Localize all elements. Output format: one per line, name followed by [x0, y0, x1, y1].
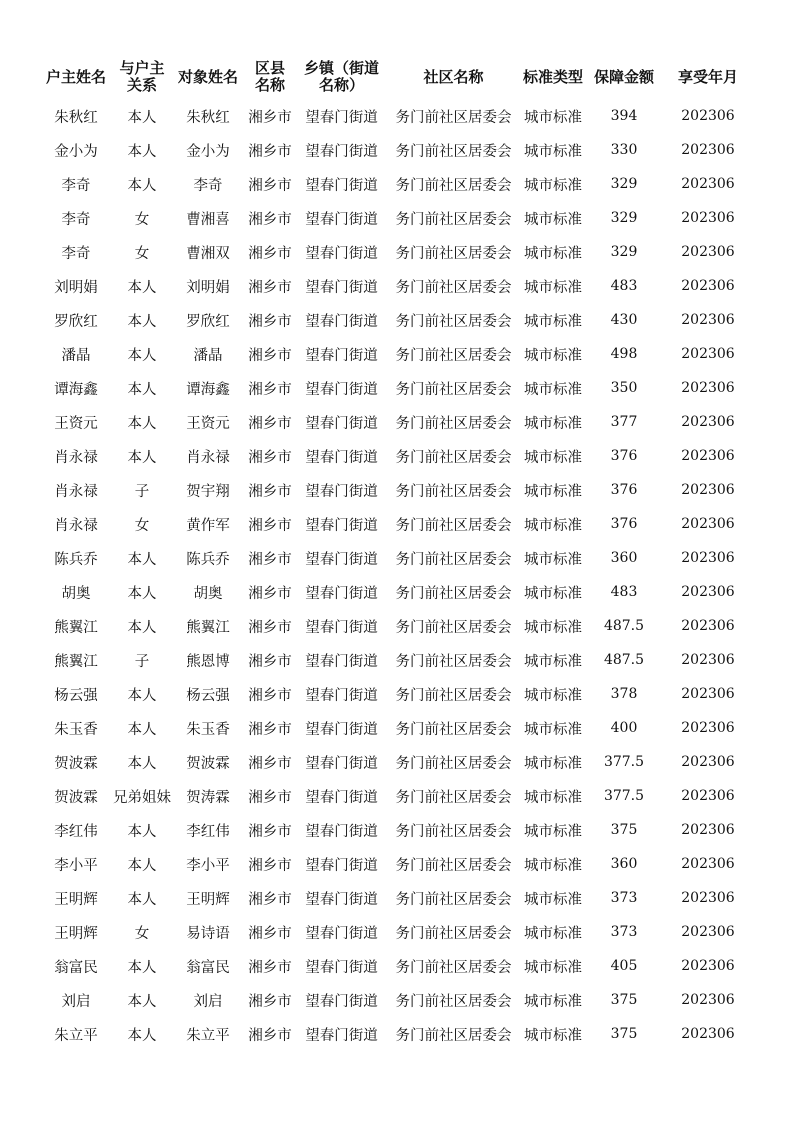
cell-householder-name: 熊翼江: [54, 653, 98, 670]
cell-county-name: 湘乡市: [248, 211, 292, 228]
cell-community-name: 务门前社区居委会: [395, 347, 512, 364]
cell-county-name: 湘乡市: [248, 177, 292, 194]
table-row: [40, 167, 754, 201]
cell-county-name: 湘乡市: [248, 415, 292, 432]
cell-community-name: 务门前社区居委会: [395, 381, 512, 398]
cell-community-name: 务门前社区居委会: [395, 653, 512, 670]
table-row: [40, 371, 754, 405]
cell-month: 202306: [681, 346, 735, 362]
cell-town-name: 望春门街道: [305, 551, 378, 568]
cell-county-name: 湘乡市: [248, 789, 292, 806]
cell-householder-name: 肖永禄: [54, 483, 98, 500]
cell-amount: 430: [610, 312, 638, 328]
cell-householder-name: 李小平: [54, 857, 98, 874]
cell-recipient-name: 李红伟: [186, 823, 230, 840]
cell-community-name: 务门前社区居委会: [395, 211, 512, 228]
cell-month: 202306: [681, 788, 735, 804]
cell-month: 202306: [681, 142, 735, 158]
cell-community-name: 务门前社区居委会: [395, 891, 512, 908]
cell-standard-type: 城市标准: [524, 245, 582, 262]
table-row: [40, 609, 754, 643]
cell-relationship: 女: [134, 517, 150, 534]
cell-month: 202306: [681, 584, 735, 600]
cell-month: 202306: [681, 108, 735, 124]
cell-recipient-name: 曹湘喜: [186, 211, 230, 228]
cell-recipient-name: 曹湘双: [186, 245, 230, 262]
cell-community-name: 务门前社区居委会: [395, 279, 512, 296]
cell-relationship: 本人: [127, 823, 157, 840]
cell-month: 202306: [681, 1026, 735, 1042]
cell-town-name: 望春门街道: [305, 585, 378, 602]
cell-recipient-name: 朱秋红: [186, 109, 230, 126]
cell-standard-type: 城市标准: [524, 993, 582, 1010]
cell-recipient-name: 刘明娟: [186, 279, 230, 296]
cell-relationship: 子: [134, 483, 150, 500]
cell-householder-name: 李红伟: [54, 823, 98, 840]
cell-town-name: 望春门街道: [305, 1027, 378, 1044]
cell-relationship: 本人: [127, 721, 157, 738]
cell-standard-type: 城市标准: [524, 959, 582, 976]
table-row: [40, 337, 754, 371]
table-row: [40, 1017, 754, 1051]
cell-county-name: 湘乡市: [248, 755, 292, 772]
cell-community-name: 务门前社区居委会: [395, 789, 512, 806]
cell-householder-name: 陈兵乔: [54, 551, 98, 568]
cell-county-name: 湘乡市: [248, 109, 292, 126]
cell-recipient-name: 朱玉香: [186, 721, 230, 738]
cell-amount: 498: [610, 346, 638, 362]
cell-community-name: 务门前社区居委会: [395, 687, 512, 704]
table-row: [40, 745, 754, 779]
cell-recipient-name: 王资元: [186, 415, 230, 432]
cell-relationship: 本人: [127, 959, 157, 976]
cell-householder-name: 王明辉: [54, 925, 98, 942]
cell-month: 202306: [681, 856, 735, 872]
cell-county-name: 湘乡市: [248, 585, 292, 602]
cell-month: 202306: [681, 720, 735, 736]
cell-community-name: 务门前社区居委会: [395, 517, 512, 534]
cell-householder-name: 贺波霖: [54, 789, 98, 806]
cell-standard-type: 城市标准: [524, 313, 582, 330]
cell-amount: 360: [610, 856, 638, 872]
cell-standard-type: 城市标准: [524, 279, 582, 296]
cell-recipient-name: 黄作军: [186, 517, 230, 534]
cell-town-name: 望春门街道: [305, 245, 378, 262]
cell-amount: 487.5: [603, 618, 645, 634]
header-householder-name: 户主姓名: [45, 67, 106, 86]
cell-amount: 400: [610, 720, 638, 736]
cell-householder-name: 翁富民: [54, 959, 98, 976]
cell-relationship: 本人: [127, 381, 157, 398]
cell-recipient-name: 熊翼江: [186, 619, 230, 636]
cell-month: 202306: [681, 516, 735, 532]
cell-relationship: 子: [134, 653, 150, 670]
cell-standard-type: 城市标准: [524, 143, 582, 160]
document-page: [40, 55, 754, 1051]
cell-householder-name: 王资元: [54, 415, 98, 432]
cell-recipient-name: 翁富民: [186, 959, 230, 976]
cell-standard-type: 城市标准: [524, 687, 582, 704]
cell-town-name: 望春门街道: [305, 653, 378, 670]
cell-relationship: 本人: [127, 687, 157, 704]
cell-county-name: 湘乡市: [248, 381, 292, 398]
cell-amount: 376: [610, 516, 638, 532]
cell-relationship: 本人: [127, 177, 157, 194]
cell-householder-name: 李奇: [61, 177, 91, 194]
cell-community-name: 务门前社区居委会: [395, 415, 512, 432]
table-row: [40, 677, 754, 711]
cell-amount: 377.5: [603, 788, 645, 804]
cell-town-name: 望春门街道: [305, 449, 378, 466]
table-row: [40, 235, 754, 269]
cell-householder-name: 贺波霖: [54, 755, 98, 772]
table-row: [40, 847, 754, 881]
cell-county-name: 湘乡市: [248, 517, 292, 534]
cell-community-name: 务门前社区居委会: [395, 755, 512, 772]
cell-month: 202306: [681, 754, 735, 770]
cell-recipient-name: 李奇: [193, 177, 223, 194]
cell-community-name: 务门前社区居委会: [395, 823, 512, 840]
cell-community-name: 务门前社区居委会: [395, 177, 512, 194]
cell-month: 202306: [681, 448, 735, 464]
cell-amount: 329: [610, 176, 638, 192]
cell-householder-name: 金小为: [54, 143, 98, 160]
header-amount: 保障金额: [593, 67, 654, 86]
cell-amount: 483: [610, 278, 638, 294]
cell-relationship: 兄弟姐妹: [113, 789, 171, 806]
cell-county-name: 湘乡市: [248, 823, 292, 840]
cell-amount: 376: [610, 448, 638, 464]
cell-householder-name: 朱立平: [54, 1027, 98, 1044]
cell-community-name: 务门前社区居委会: [395, 483, 512, 500]
cell-month: 202306: [681, 992, 735, 1008]
cell-community-name: 务门前社区居委会: [395, 721, 512, 738]
table-row: [40, 643, 754, 677]
cell-month: 202306: [681, 210, 735, 226]
cell-relationship: 本人: [127, 857, 157, 874]
cell-householder-name: 胡奥: [61, 585, 91, 602]
cell-standard-type: 城市标准: [524, 1027, 582, 1044]
table-row: [40, 439, 754, 473]
table-row: [40, 881, 754, 915]
cell-month: 202306: [681, 278, 735, 294]
table-row: [40, 541, 754, 575]
cell-householder-name: 朱秋红: [54, 109, 98, 126]
table-row: [40, 405, 754, 439]
cell-community-name: 务门前社区居委会: [395, 619, 512, 636]
cell-town-name: 望春门街道: [305, 517, 378, 534]
cell-community-name: 务门前社区居委会: [395, 109, 512, 126]
cell-relationship: 女: [134, 925, 150, 942]
cell-town-name: 望春门街道: [305, 857, 378, 874]
cell-county-name: 湘乡市: [248, 619, 292, 636]
cell-month: 202306: [681, 244, 735, 260]
cell-county-name: 湘乡市: [248, 721, 292, 738]
cell-town-name: 望春门街道: [305, 483, 378, 500]
cell-town-name: 望春门街道: [305, 789, 378, 806]
cell-amount: 376: [610, 482, 638, 498]
cell-recipient-name: 贺波霖: [186, 755, 230, 772]
cell-householder-name: 杨云强: [54, 687, 98, 704]
cell-county-name: 湘乡市: [248, 551, 292, 568]
table-row: [40, 813, 754, 847]
cell-amount: 329: [610, 210, 638, 226]
cell-householder-name: 刘启: [61, 993, 91, 1010]
cell-recipient-name: 李小平: [186, 857, 230, 874]
cell-standard-type: 城市标准: [524, 925, 582, 942]
cell-county-name: 湘乡市: [248, 313, 292, 330]
cell-standard-type: 城市标准: [524, 347, 582, 364]
cell-town-name: 望春门街道: [305, 415, 378, 432]
cell-amount: 350: [610, 380, 638, 396]
cell-standard-type: 城市标准: [524, 211, 582, 228]
cell-community-name: 务门前社区居委会: [395, 993, 512, 1010]
cell-relationship: 本人: [127, 585, 157, 602]
cell-recipient-name: 谭海鑫: [186, 381, 230, 398]
cell-recipient-name: 贺宇翔: [186, 483, 230, 500]
cell-relationship: 本人: [127, 449, 157, 466]
cell-community-name: 务门前社区居委会: [395, 857, 512, 874]
cell-relationship: 本人: [127, 415, 157, 432]
cell-community-name: 务门前社区居委会: [395, 551, 512, 568]
cell-county-name: 湘乡市: [248, 245, 292, 262]
cell-town-name: 望春门街道: [305, 993, 378, 1010]
header-month: 享受年月: [677, 67, 738, 86]
cell-county-name: 湘乡市: [248, 279, 292, 296]
cell-amount: 487.5: [603, 652, 645, 668]
cell-amount: 377: [610, 414, 638, 430]
cell-relationship: 本人: [127, 551, 157, 568]
relief-table: [40, 55, 754, 1051]
cell-month: 202306: [681, 550, 735, 566]
cell-community-name: 务门前社区居委会: [395, 585, 512, 602]
cell-relationship: 本人: [127, 143, 157, 160]
table-row: [40, 711, 754, 745]
cell-town-name: 望春门街道: [305, 823, 378, 840]
cell-householder-name: 李奇: [61, 211, 91, 228]
cell-householder-name: 肖永禄: [54, 517, 98, 534]
cell-amount: 405: [610, 958, 638, 974]
table-body: [40, 99, 754, 1051]
cell-amount: 377.5: [603, 754, 645, 770]
cell-standard-type: 城市标准: [524, 177, 582, 194]
cell-standard-type: 城市标准: [524, 789, 582, 806]
cell-standard-type: 城市标准: [524, 585, 582, 602]
cell-community-name: 务门前社区居委会: [395, 313, 512, 330]
cell-town-name: 望春门街道: [305, 211, 378, 228]
cell-month: 202306: [681, 176, 735, 192]
cell-community-name: 务门前社区居委会: [395, 449, 512, 466]
cell-town-name: 望春门街道: [305, 313, 378, 330]
cell-relationship: 本人: [127, 993, 157, 1010]
cell-relationship: 本人: [127, 313, 157, 330]
cell-amount: 373: [610, 890, 638, 906]
cell-recipient-name: 肖永禄: [186, 449, 230, 466]
cell-amount: 375: [610, 992, 638, 1008]
header-relationship: 与户主 关系: [119, 59, 165, 94]
table-row: [40, 303, 754, 337]
cell-community-name: 务门前社区居委会: [395, 959, 512, 976]
cell-amount: 330: [610, 142, 638, 158]
cell-recipient-name: 贺涛霖: [186, 789, 230, 806]
cell-relationship: 本人: [127, 755, 157, 772]
table-row: [40, 915, 754, 949]
cell-householder-name: 肖永禄: [54, 449, 98, 466]
cell-county-name: 湘乡市: [248, 925, 292, 942]
table-row: [40, 201, 754, 235]
cell-month: 202306: [681, 482, 735, 498]
cell-town-name: 望春门街道: [305, 619, 378, 636]
cell-month: 202306: [681, 380, 735, 396]
cell-amount: 378: [610, 686, 638, 702]
cell-amount: 394: [610, 108, 638, 124]
header-recipient-name: 对象姓名: [177, 67, 238, 86]
cell-standard-type: 城市标准: [524, 517, 582, 534]
cell-recipient-name: 胡奥: [193, 585, 223, 602]
cell-town-name: 望春门街道: [305, 925, 378, 942]
table-row: [40, 269, 754, 303]
cell-householder-name: 王明辉: [54, 891, 98, 908]
cell-month: 202306: [681, 618, 735, 634]
cell-community-name: 务门前社区居委会: [395, 143, 512, 160]
cell-county-name: 湘乡市: [248, 959, 292, 976]
cell-householder-name: 朱玉香: [54, 721, 98, 738]
table-row: [40, 507, 754, 541]
cell-householder-name: 刘明娟: [54, 279, 98, 296]
table-row: [40, 99, 754, 133]
cell-town-name: 望春门街道: [305, 721, 378, 738]
cell-county-name: 湘乡市: [248, 143, 292, 160]
cell-town-name: 望春门街道: [305, 381, 378, 398]
cell-county-name: 湘乡市: [248, 483, 292, 500]
cell-month: 202306: [681, 414, 735, 430]
cell-standard-type: 城市标准: [524, 653, 582, 670]
cell-recipient-name: 罗欣红: [186, 313, 230, 330]
cell-recipient-name: 刘启: [193, 993, 223, 1010]
cell-relationship: 本人: [127, 619, 157, 636]
cell-recipient-name: 朱立平: [186, 1027, 230, 1044]
cell-relationship: 本人: [127, 347, 157, 364]
cell-county-name: 湘乡市: [248, 653, 292, 670]
cell-town-name: 望春门街道: [305, 177, 378, 194]
cell-recipient-name: 王明辉: [186, 891, 230, 908]
cell-town-name: 望春门街道: [305, 687, 378, 704]
cell-relationship: 女: [134, 211, 150, 228]
cell-householder-name: 谭海鑫: [54, 381, 98, 398]
cell-county-name: 湘乡市: [248, 687, 292, 704]
cell-town-name: 望春门街道: [305, 347, 378, 364]
cell-relationship: 本人: [127, 1027, 157, 1044]
cell-standard-type: 城市标准: [524, 857, 582, 874]
cell-recipient-name: 金小为: [186, 143, 230, 160]
cell-month: 202306: [681, 686, 735, 702]
cell-standard-type: 城市标准: [524, 823, 582, 840]
cell-month: 202306: [681, 652, 735, 668]
cell-county-name: 湘乡市: [248, 891, 292, 908]
cell-recipient-name: 杨云强: [186, 687, 230, 704]
cell-community-name: 务门前社区居委会: [395, 925, 512, 942]
cell-standard-type: 城市标准: [524, 721, 582, 738]
cell-community-name: 务门前社区居委会: [395, 245, 512, 262]
cell-standard-type: 城市标准: [524, 755, 582, 772]
cell-householder-name: 熊翼江: [54, 619, 98, 636]
cell-community-name: 务门前社区居委会: [395, 1027, 512, 1044]
cell-recipient-name: 易诗语: [186, 925, 230, 942]
cell-amount: 375: [610, 1026, 638, 1042]
cell-relationship: 女: [134, 245, 150, 262]
cell-county-name: 湘乡市: [248, 347, 292, 364]
cell-relationship: 本人: [127, 109, 157, 126]
table-row: [40, 575, 754, 609]
cell-town-name: 望春门街道: [305, 143, 378, 160]
cell-town-name: 望春门街道: [305, 755, 378, 772]
cell-standard-type: 城市标准: [524, 551, 582, 568]
cell-recipient-name: 陈兵乔: [186, 551, 230, 568]
cell-householder-name: 李奇: [61, 245, 91, 262]
cell-month: 202306: [681, 822, 735, 838]
cell-standard-type: 城市标准: [524, 619, 582, 636]
cell-amount: 329: [610, 244, 638, 260]
table-header-row: [40, 55, 754, 99]
cell-standard-type: 城市标准: [524, 415, 582, 432]
cell-county-name: 湘乡市: [248, 449, 292, 466]
cell-county-name: 湘乡市: [248, 857, 292, 874]
table-row: [40, 983, 754, 1017]
table-row: [40, 779, 754, 813]
header-county-name: 区县 名称: [254, 59, 285, 94]
cell-town-name: 望春门街道: [305, 891, 378, 908]
cell-month: 202306: [681, 958, 735, 974]
header-town-name: 乡镇（街道 名称）: [303, 59, 379, 94]
cell-town-name: 望春门街道: [305, 279, 378, 296]
cell-county-name: 湘乡市: [248, 993, 292, 1010]
cell-householder-name: 罗欣红: [54, 313, 98, 330]
cell-amount: 373: [610, 924, 638, 940]
cell-month: 202306: [681, 312, 735, 328]
cell-county-name: 湘乡市: [248, 1027, 292, 1044]
cell-month: 202306: [681, 890, 735, 906]
cell-amount: 483: [610, 584, 638, 600]
cell-amount: 360: [610, 550, 638, 566]
cell-relationship: 本人: [127, 279, 157, 296]
header-community-name: 社区名称: [423, 67, 484, 86]
cell-month: 202306: [681, 924, 735, 940]
table-row: [40, 473, 754, 507]
cell-standard-type: 城市标准: [524, 449, 582, 466]
cell-standard-type: 城市标准: [524, 381, 582, 398]
header-standard-type: 标准类型: [522, 67, 583, 86]
cell-standard-type: 城市标准: [524, 483, 582, 500]
cell-householder-name: 潘晶: [61, 347, 91, 364]
cell-amount: 375: [610, 822, 638, 838]
cell-standard-type: 城市标准: [524, 109, 582, 126]
cell-standard-type: 城市标准: [524, 891, 582, 908]
cell-town-name: 望春门街道: [305, 959, 378, 976]
table-row: [40, 949, 754, 983]
cell-relationship: 本人: [127, 891, 157, 908]
cell-recipient-name: 熊恩博: [186, 653, 230, 670]
cell-recipient-name: 潘晶: [193, 347, 223, 364]
cell-town-name: 望春门街道: [305, 109, 378, 126]
table-row: [40, 133, 754, 167]
